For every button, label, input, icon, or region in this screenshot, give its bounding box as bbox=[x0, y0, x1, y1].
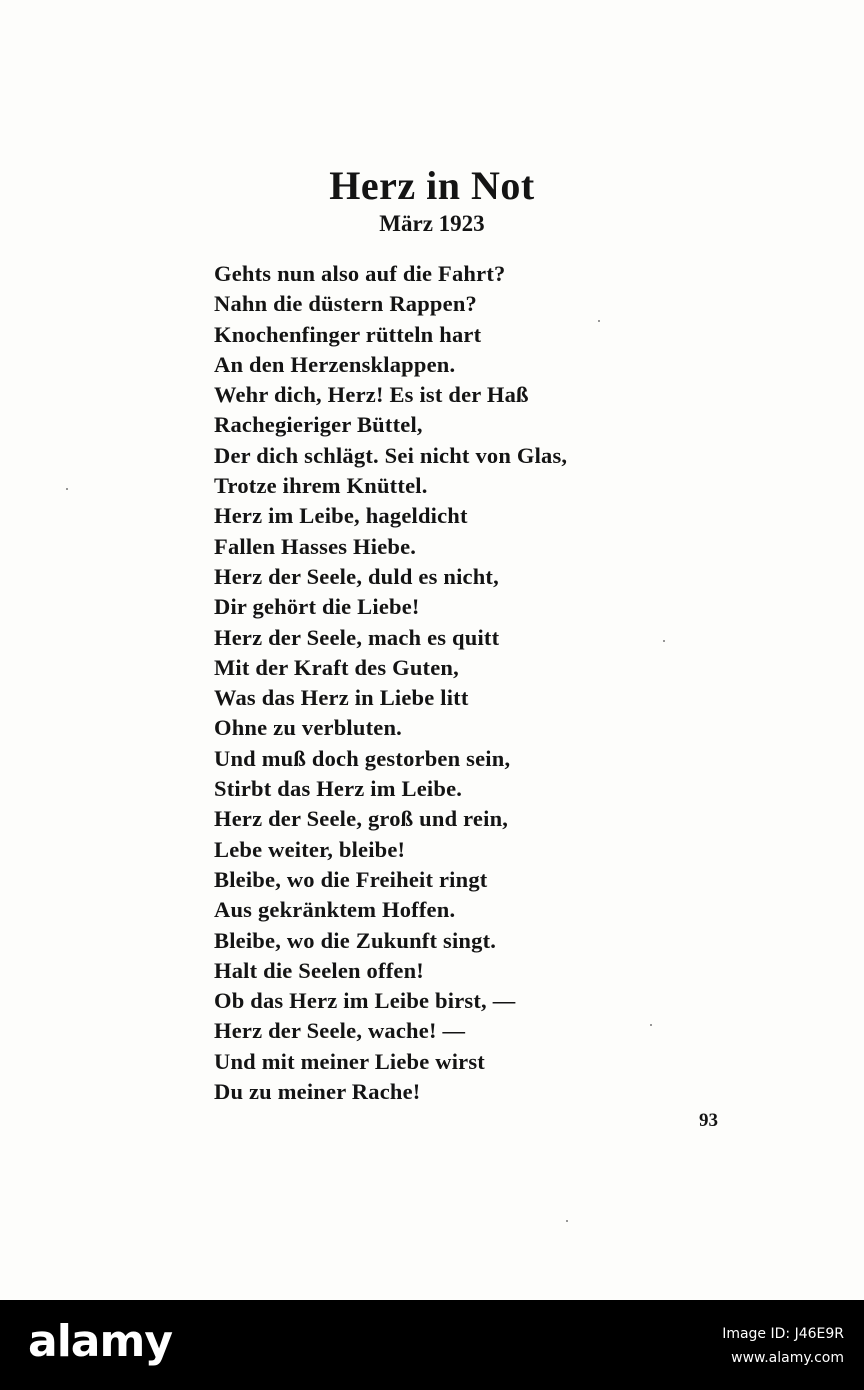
poem-line: Wehr dich, Herz! Es ist der Haß bbox=[214, 382, 529, 408]
poem-line: Knochenfinger rütteln hart bbox=[214, 321, 482, 347]
poem-line: Ob das Herz im Leibe birst, — bbox=[214, 988, 516, 1014]
poem-line: Du zu meiner Rache! bbox=[214, 1079, 421, 1105]
poem-line: Und mit meiner Liebe wirst bbox=[214, 1048, 486, 1074]
poem-line: Stirbt das Herz im Leibe. bbox=[214, 776, 463, 802]
poem-line: An den Herzensklappen. bbox=[214, 351, 456, 377]
paper-speck bbox=[663, 640, 665, 642]
poem-line: Dir gehört die Liebe! bbox=[214, 594, 420, 620]
image-id-block bbox=[722, 1322, 844, 1370]
alamy-logo: alamy bbox=[28, 1316, 172, 1367]
poem-line: Rachegieriger Büttel, bbox=[214, 412, 423, 438]
poem-line: Herz der Seele, mach es quitt bbox=[214, 624, 500, 650]
paper-speck bbox=[566, 1220, 568, 1222]
watermark-footer bbox=[0, 1300, 864, 1390]
poem-line: Lebe weiter, bleibe! bbox=[214, 836, 406, 862]
poem-line: Was das Herz in Liebe litt bbox=[214, 685, 469, 711]
poem-body bbox=[214, 259, 684, 1107]
poem-line: Halt die Seelen offen! bbox=[214, 957, 424, 983]
poem-line: Und muß doch gestorben sein, bbox=[214, 745, 511, 771]
poem-line: Trotze ihrem Knüttel. bbox=[214, 473, 428, 499]
poem-line: Fallen Hasses Hiebe. bbox=[214, 533, 417, 559]
site-url: www.alamy.com bbox=[731, 1350, 844, 1366]
poem-date: März 1923 bbox=[379, 211, 485, 236]
poem-line: Herz der Seele, wache! — bbox=[214, 1018, 466, 1044]
poem-line: Aus gekränktem Hoffen. bbox=[214, 897, 456, 923]
poem-line: Ohne zu verbluten. bbox=[214, 715, 402, 741]
poem-line: Bleibe, wo die Freiheit ringt bbox=[214, 866, 488, 892]
poem-line: Bleibe, wo die Zukunft singt. bbox=[214, 927, 497, 953]
page-number: 93 bbox=[699, 1110, 718, 1131]
poem-line: Herz der Seele, groß und rein, bbox=[214, 806, 509, 832]
poem-title: Herz in Not bbox=[329, 163, 535, 208]
poem-line: Herz im Leibe, hageldicht bbox=[214, 503, 468, 529]
paper-speck bbox=[66, 488, 68, 490]
poem-line: Der dich schlägt. Sei nicht von Glas, bbox=[214, 442, 568, 468]
poem-line: Gehts nun also auf die Fahrt? bbox=[214, 261, 506, 286]
image-id-label: Image ID: J46E9R bbox=[722, 1326, 844, 1342]
poem-line: Herz der Seele, duld es nicht, bbox=[214, 563, 499, 589]
poem-line: Nahn die düstern Rappen? bbox=[214, 291, 477, 317]
paper-speck bbox=[598, 320, 600, 322]
poem-line: Mit der Kraft des Guten, bbox=[214, 654, 459, 680]
paper-speck bbox=[650, 1024, 652, 1026]
